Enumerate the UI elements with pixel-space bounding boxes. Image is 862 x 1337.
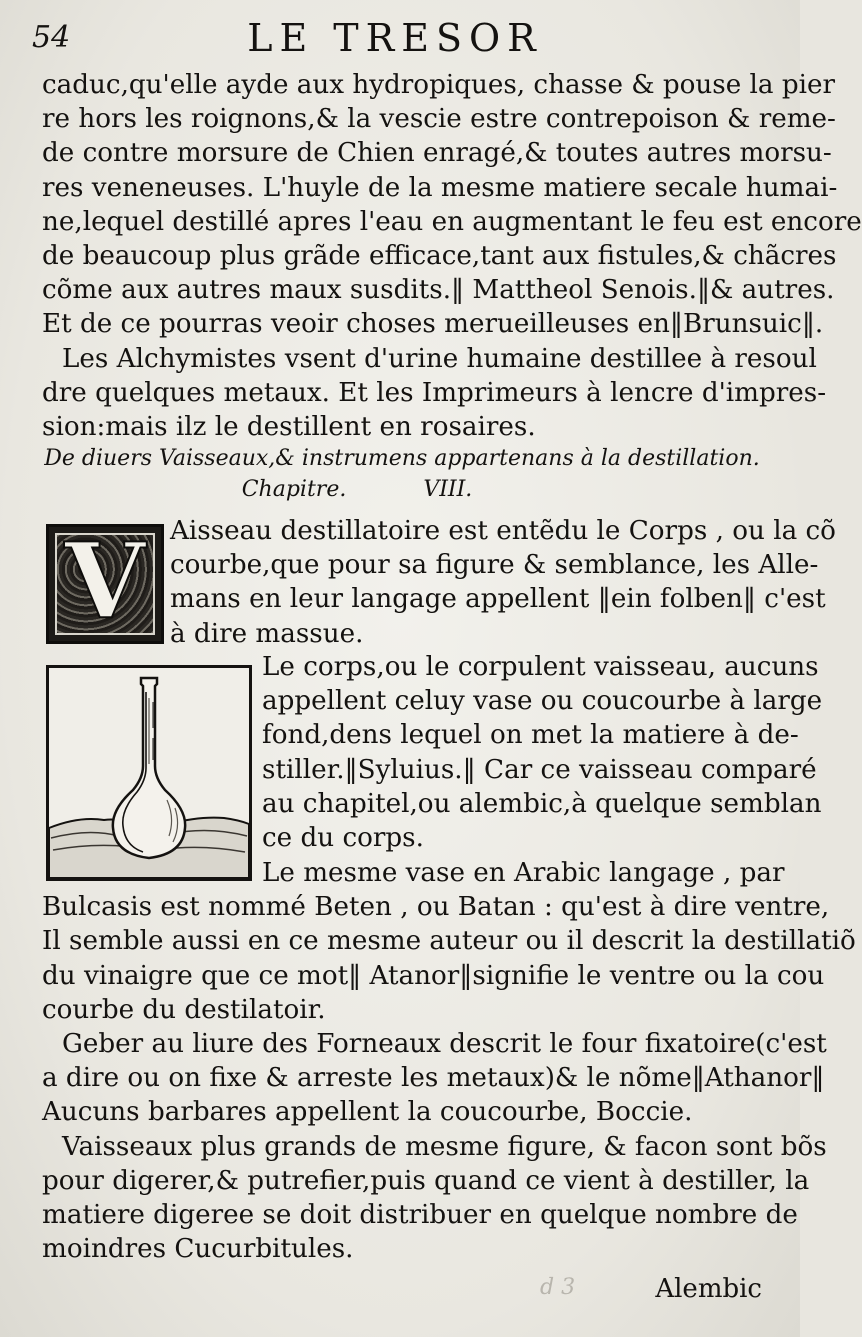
text-line: dre quelques metaux. Et les Imprimeurs à lencre d'impres- — [42, 377, 827, 408]
text-line: stiller.‖Syluius.‖ Car ce vaisseau comparé — [262, 754, 817, 785]
text-line: appellent celuy vase ou coucourbe à large — [262, 686, 823, 717]
text-line: re hors les roignons,& la vescie estre contrepoison & reme- — [42, 104, 836, 135]
text-line: Bulcasis est nommé Beten , ou Batan : qu'est à dire ventre, — [42, 892, 830, 923]
text-line: res veneneuses. L'huyle de la mesme matiere secale humai- — [42, 172, 838, 203]
text-block-dropcap — [170, 514, 836, 651]
section-heading: De diuers Vaisseaux,& instrumens appartenans à la destillation. — [44, 446, 760, 472]
text-line: Le mesme vase en Arabic langage , par — [262, 858, 785, 888]
text-line: Geber au liure des Forneaux descrit le four fixatoire(c'est — [62, 1029, 827, 1060]
text-line: a dire ou on fixe & arreste les metaux)& le nõme‖Athanor‖ — [42, 1063, 825, 1094]
text-line: sion:mais ilz le destillent en rosaires. — [42, 412, 536, 443]
paragraph-3 — [170, 514, 836, 651]
initial-letter: V — [64, 519, 146, 642]
paragraph-2 — [42, 342, 827, 445]
chapter-heading — [42, 474, 762, 506]
text-line: caduc,qu'elle ayde aux hydropiques, chasse & pouse la pier — [42, 70, 836, 100]
text-line: courbe du destilatoir. — [42, 994, 326, 1025]
chapter-label: Chapitre. — [241, 477, 347, 503]
cucurbit-woodcut — [46, 665, 252, 881]
text-block-bottom — [42, 856, 856, 1266]
signature-mark: d 3 — [540, 1275, 576, 1300]
cucurbit-vessel-illustration — [49, 668, 249, 878]
text-line: moindres Cucurbitules. — [42, 1234, 354, 1265]
catchword: Alembic — [655, 1274, 762, 1304]
paragraph-5 — [42, 856, 856, 1027]
text-line: Les Alchymistes vsent d'urine humaine destillee à resoul — [62, 343, 817, 374]
text-line: mans en leur langage appellent ‖ein folben‖ c'est — [170, 584, 826, 615]
page-header — [30, 14, 760, 60]
text-line: à dire massue. — [170, 618, 364, 649]
folio-number: 54 — [32, 20, 71, 55]
text-line: pour digerer,& putrefier,puis quand ce vient à destiller, la — [42, 1165, 810, 1196]
text-line: Le corps,ou le corpulent vaisseau, aucuns — [262, 652, 819, 682]
text-line: Et de ce pourras veoir choses merueilleuses en‖Brunsuic‖. — [42, 309, 824, 340]
text-block-top — [42, 68, 862, 506]
text-line: fond,dens lequel on met la matiere à de- — [262, 720, 799, 751]
paragraph-4 — [262, 650, 823, 855]
text-line: Aisseau destillatoire est entẽdu le Corps , ou la cõ — [170, 516, 836, 546]
decorated-initial — [46, 519, 164, 644]
running-title: LE TRESOR — [247, 16, 543, 60]
text-line: courbe,que pour sa figure & semblance, les Alle- — [170, 550, 819, 581]
text-line: ce du corps. — [262, 823, 424, 854]
text-line: ne,lequel destillé apres l'eau en augmentant le feu est encore — [42, 206, 862, 237]
text-line: matiere digeree se doit distribuer en quelque nombre de — [42, 1200, 798, 1231]
paragraph-7 — [42, 1130, 827, 1267]
text-line: au chapitel,ou alembic,à quelque semblan — [262, 788, 822, 819]
text-block-figure — [262, 650, 823, 855]
paragraph-1 — [42, 68, 862, 342]
text-line: du vinaigre que ce mot‖ Atanor‖signifie le ventre ou la cou — [42, 960, 825, 991]
chapter-number: VIII. — [423, 477, 473, 503]
text-line: Il semble aussi en ce mesme auteur ou il descrit la destillatiõ — [42, 926, 856, 957]
paragraph-6 — [42, 1027, 827, 1130]
text-line: Vaisseaux plus grands de mesme figure, & facon sont bõs — [62, 1131, 827, 1162]
text-line: de beaucoup plus grãde efficace,tant aux fistules,& chãcres — [42, 241, 837, 272]
text-line: Aucuns barbares appellent la coucourbe, Boccie. — [42, 1097, 693, 1128]
text-line: de contre morsure de Chien enragé,& toutes autres morsu- — [42, 138, 832, 169]
text-line: cõme aux autres maux susdits.‖ Mattheol Senois.‖& autres. — [42, 275, 835, 306]
